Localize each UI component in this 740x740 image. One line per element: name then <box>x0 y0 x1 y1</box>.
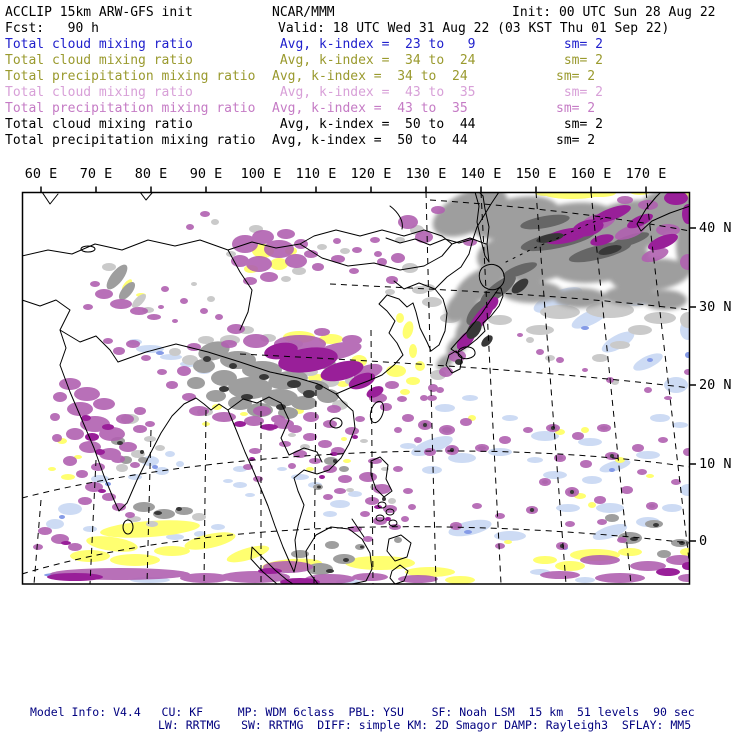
legend-row-stats: Avg, k-index = 23 to 9 <box>272 37 476 52</box>
org-name: NCAR/MMM <box>272 5 335 20</box>
legend-row-stats: Avg, k-index = 43 to 35 <box>272 85 476 100</box>
legend-row-sm: sm= 2 <box>556 53 603 68</box>
lon-tick-label: 100 E <box>240 166 282 182</box>
lon-tick-label: 70 E <box>79 166 113 182</box>
legend-row-sm: sm= 2 <box>556 133 596 148</box>
legend-row-stats: Avg, k-index = 34 to 24 <box>272 53 476 68</box>
legend-row-label: Total precipitation mixing ratio <box>5 69 256 84</box>
legend-row-label: Total precipitation mixing ratio <box>5 133 256 148</box>
legend-row-sm: sm= 2 <box>556 69 596 84</box>
model-info-line1: Model Info: V4.4 CU: KF MP: WDM 6class PBL: YSU SF: Noah LSM 15 km 51 levels 90 sec <box>30 705 695 719</box>
init-time: Init: 00 UTC Sun 28 Aug 22 <box>512 5 716 20</box>
lon-tick-label: 170 E <box>625 166 667 182</box>
lon-tick-label: 120 E <box>350 166 392 182</box>
legend-row-sm: sm= 2 <box>556 37 603 52</box>
lat-ticks <box>690 228 696 541</box>
lat-tick-label: 20 N <box>699 377 732 393</box>
legend-row-sm: sm= 2 <box>556 101 596 116</box>
lon-tick-label: 150 E <box>515 166 557 182</box>
legend-row-label: Total cloud mixing ratio <box>5 85 193 100</box>
legend-row-stats: Avg, k-index = 43 to 35 <box>272 101 468 116</box>
lon-tick-label: 60 E <box>24 166 58 182</box>
lat-tick-label: 0 <box>699 533 708 549</box>
fcst-hour: Fcst: 90 h <box>5 21 99 36</box>
legend-row-label: Total cloud mixing ratio <box>5 117 193 132</box>
legend-row-sm: sm= 2 <box>556 85 603 100</box>
lon-ticks <box>41 187 646 193</box>
weather-map <box>10 185 700 590</box>
lon-tick-label: 160 E <box>570 166 612 182</box>
lon-tick-label: 80 E <box>134 166 168 182</box>
lon-tick-label: 110 E <box>295 166 337 182</box>
legend-row-label: Total cloud mixing ratio <box>5 53 193 68</box>
lat-tick-label: 10 N <box>699 456 732 472</box>
legend-row-sm: sm= 2 <box>556 117 603 132</box>
model-title: ACCLIP 15km ARW-GFS init <box>5 5 193 20</box>
lon-tick-label: 130 E <box>405 166 447 182</box>
lat-tick-label: 40 N <box>699 220 732 236</box>
lat-tick-label: 30 N <box>699 299 732 315</box>
valid-time: Valid: 18 UTC Wed 31 Aug 22 (03 KST Thu 01 Sep 22) <box>278 21 670 36</box>
legend-row-label: Total cloud mixing ratio <box>5 37 193 52</box>
model-info-line2: LW: RRTMG SW: RRTMG DIFF: simple KM: 2D Smagor DAMP: Rayleigh3 SFLAY: MM5 <box>158 718 692 732</box>
legend-row-label: Total precipitation mixing ratio <box>5 101 256 116</box>
legend-row-stats: Avg, k-index = 34 to 24 <box>272 69 468 84</box>
lon-tick-label: 140 E <box>460 166 502 182</box>
lon-tick-label: 90 E <box>189 166 223 182</box>
legend-row-stats: Avg, k-index = 50 to 44 <box>272 133 468 148</box>
legend-row-stats: Avg, k-index = 50 to 44 <box>272 117 476 132</box>
